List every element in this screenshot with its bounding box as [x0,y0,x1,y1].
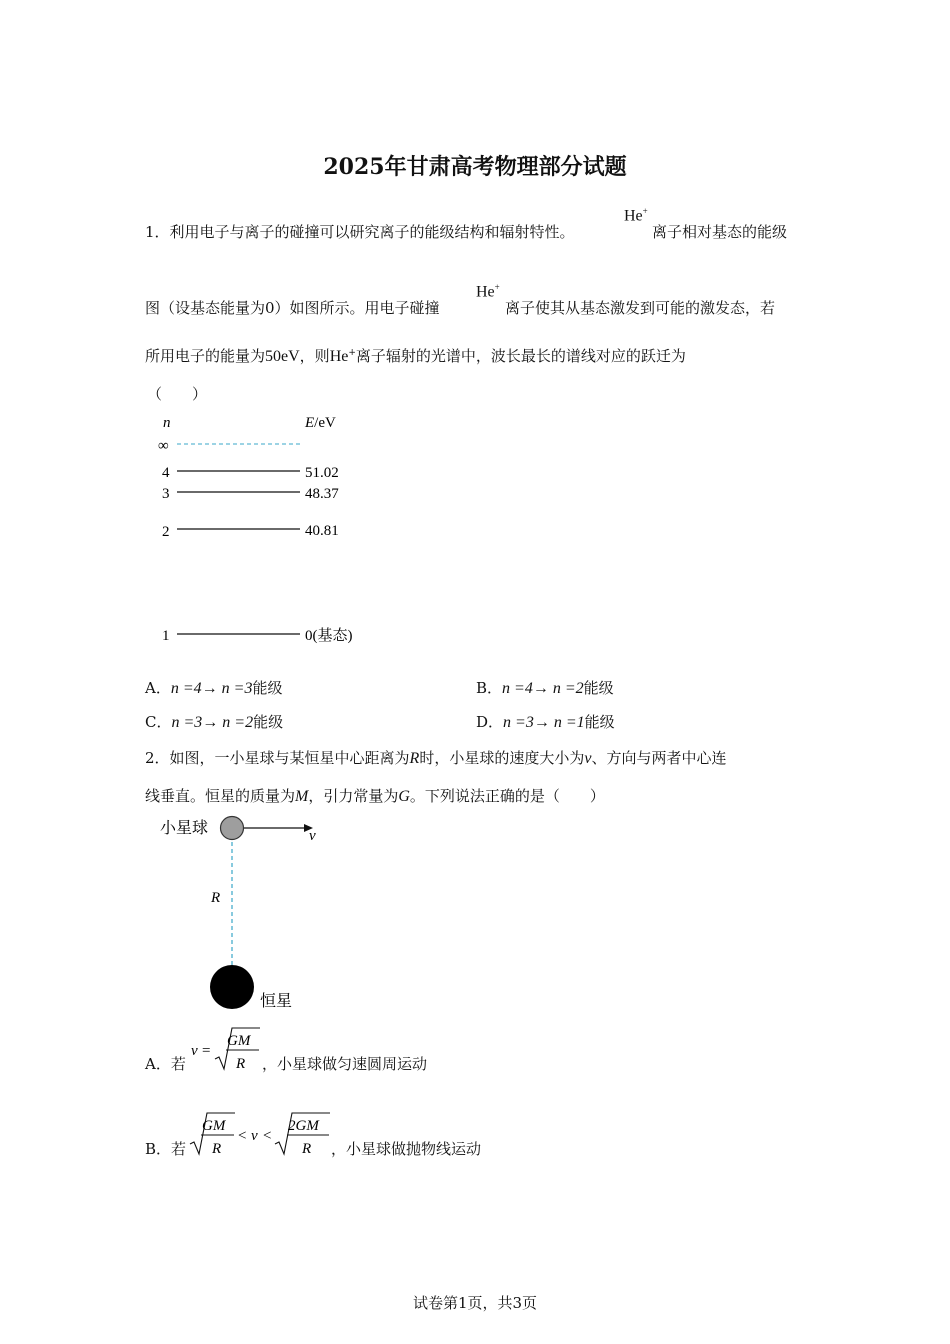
q1-line2-pre: 图（设基态能量为0）如图所示。用电子碰撞 [145,299,440,317]
q2-option-a-formula [188,1023,268,1078]
b-v: v [251,1128,258,1144]
velocity-label: v [309,828,316,844]
q1-line2-tail: 离子使其从基态激发到可能的激发态，若 [505,299,776,317]
q2-option-b-label[interactable]: B．若 [145,1140,187,1158]
q2-option-a-tail: ，小星球做匀速圆周运动 [262,1055,428,1073]
q1-option-c[interactable]: C．n =3→ n =2能级 [145,713,284,731]
q2-option-b-formula [188,1107,338,1162]
a-eq: = [202,1043,211,1059]
small-star [221,817,244,840]
b-numerator-2: 2GM [288,1118,319,1134]
e-axis-label: E/eV [305,415,336,431]
q1-option-d[interactable]: D．n =3→ n =1能级 [476,713,615,731]
level-1-energy: 0(基态) [305,628,353,644]
level-4-energy: 51.02 [305,465,339,481]
level-3-n: 3 [162,486,170,502]
q1-option-a[interactable]: A．n =4→ n =3能级 [145,679,283,697]
a-v: v [191,1043,198,1059]
level-2-energy: 40.81 [305,523,339,539]
orbit-diagram [150,808,350,1018]
a-numerator: GM [227,1033,251,1049]
level-1-n: 1 [162,628,170,644]
level-3-energy: 48.37 [305,486,339,502]
radius-label: R [211,890,221,906]
q2-line1: 2．如图，一小星球与某恒星中心距离为R时，小星球的速度大小为v、方向与两者中心连 [145,749,727,767]
q2-option-a-label[interactable]: A．若 [145,1055,186,1073]
b-numerator-1: GM [202,1118,226,1134]
b-lt-1: < [238,1128,247,1144]
b-lt-2: < [263,1128,272,1144]
n-axis-label: n [163,415,171,431]
q2-option-b-tail: ，小星球做抛物线运动 [331,1140,482,1158]
page-title: 2025年甘肃高考物理部分试题 [323,154,627,180]
level-4-n: 4 [162,465,170,481]
page-footer: 试卷第1页，共3页 [412,1294,538,1312]
q1-line1: 1．利用电子与离子的碰撞可以研究离子的能级结构和辐射特性。 [145,223,575,241]
b-denominator-2: R [302,1141,312,1157]
energy-level-diagram [150,405,380,650]
q1-line1-tail: 离子相对基态的能级 [652,223,788,241]
q1-ion-1: He+ [624,206,648,225]
star-label: 恒星 [260,991,293,1010]
level-2-n: 2 [162,524,170,540]
q1-blank: （ ） [147,385,208,403]
q1-ion-2: He+ [476,282,500,301]
star [210,965,254,1009]
a-denominator: R [236,1056,246,1072]
q1-option-b[interactable]: B．n =4→ n =2能级 [476,679,614,697]
q1-line3: 所用电子的能量为50eV，则He+离子辐射的光谱中，波长最长的谱线对应的跃迁为 [145,347,686,365]
infinity-label: ∞ [158,438,169,454]
q2-line2: 线垂直。恒星的质量为M，引力常量为G。下列说法正确的是（ ） [145,787,605,805]
small-star-label: 小星球 [160,818,209,837]
b-denominator-1: R [212,1141,222,1157]
